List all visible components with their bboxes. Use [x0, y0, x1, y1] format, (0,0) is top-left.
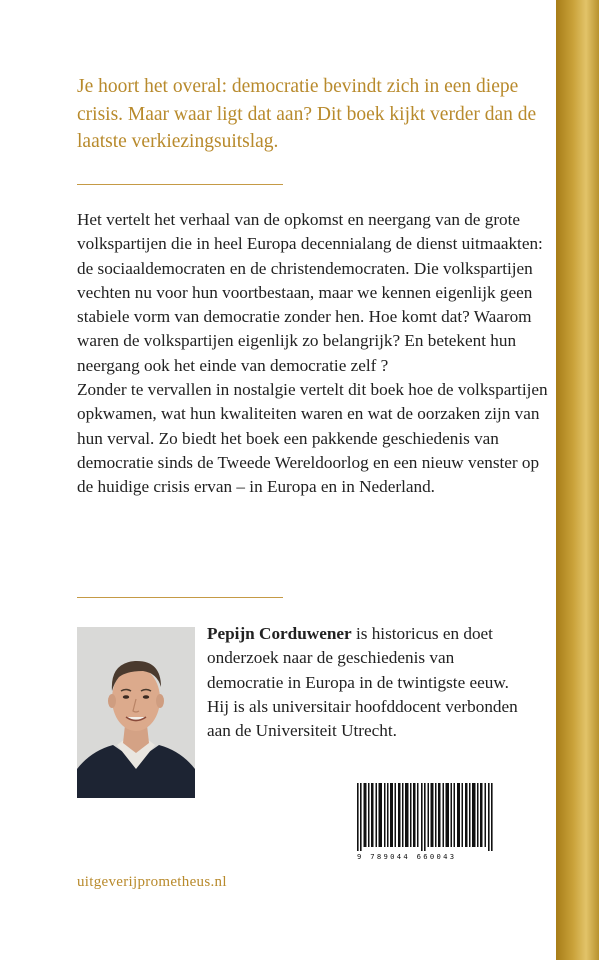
description-paragraph-2: Zonder te vervallen in nostalgie vertelt dit boek hoe de volkspartijen opkwamen, wat hun kwaliteiten waren en wat de oorzaken zijn van hun verval. Zo biedt het boek een pakkende geschiedenis van democratie sinds de Tweede Wereldoorlog en een nieuw venster op de huidige crisis ervan – in Europa en in Nederland. [77, 380, 548, 497]
author-name: Pepijn Corduwener [207, 624, 352, 643]
description-paragraph-1: Het vertelt het verhaal van de opkomst en neergang van de grote volkspartijen die in heel Europa decennialang de dienst uitmaakten: de sociaaldemocraten en de christendemocraten. Die volkspartijen vechten nu voor hun voortbestaan, maar we kennen eigenlijk geen stabiele vorm van democratie zonder hen. Hoe komt dat? Waarom waren de volkspartijen eigenlijk zo belangrijk? En betekent hun neergang ook het einde van democratie zelf ? [77, 210, 543, 375]
author-photo [77, 627, 195, 798]
divider-bottom [77, 597, 283, 598]
publisher-website: uitgeverijprometheus.nl [77, 874, 227, 890]
description [77, 208, 557, 500]
barcode [357, 783, 494, 851]
divider-top [77, 184, 283, 185]
author-bio-text: is historicus en doet onderzoek naar de geschiedenis van democratie in Europa in de twintigste eeuw. Hij is als universitair hoofddocent verbonden aan de Universiteit Utrecht. [207, 624, 518, 741]
gold-spine [556, 0, 599, 960]
isbn-number: 9 789044 660043 [357, 852, 457, 861]
author-bio [207, 622, 527, 743]
author-portrait-icon [77, 627, 195, 798]
intro-text: Je hoort het overal: democratie bevindt zich in een diepe crisis. Maar waar ligt dat aan? Dit boek kijkt verder dan de laatste verkiezingsuitslag. [77, 76, 537, 152]
